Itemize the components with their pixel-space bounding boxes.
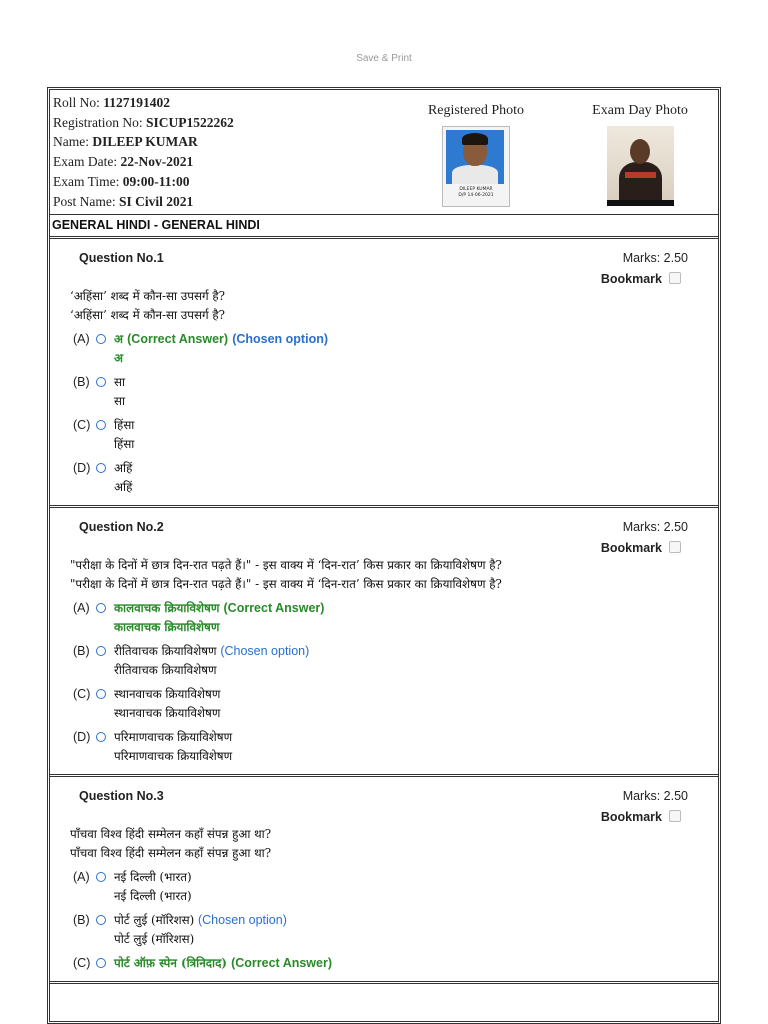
option-line-translation: कालवाचक क्रियाविशेषण <box>114 620 220 634</box>
option-line <box>114 728 232 747</box>
question-number: Question No.3 <box>79 789 164 803</box>
option-radio[interactable] <box>96 958 106 968</box>
answer-option <box>50 954 718 973</box>
option-line-text: सा <box>114 375 126 389</box>
option-letter: (C) <box>73 687 91 701</box>
option-line-translation: पोर्ट लुई (मॉरिशस) <box>114 932 195 946</box>
answer-option <box>50 373 718 411</box>
chosen-option-tag: (Chosen option) <box>197 913 287 927</box>
exam-time-label: Exam Time: <box>53 173 120 189</box>
option-line <box>114 642 309 661</box>
candidate-header <box>50 90 718 215</box>
option-line <box>114 911 287 930</box>
question-text <box>50 556 718 594</box>
option-letter: (D) <box>73 461 91 475</box>
option-line <box>114 416 134 435</box>
question-text-line: "परीक्षा के दिनों में छात्र दिन-रात पढ़ते हैं।" - इस वाक्य में ‘दिन-रात’ किस प्रकार का क्रियाविशेषण है? <box>70 577 502 591</box>
bookmark-label: Bookmark <box>600 541 662 555</box>
registered-photo-label: Registered Photo <box>427 103 525 118</box>
option-line <box>114 685 220 704</box>
option-line-text: रीतिवाचक क्रियाविशेषण <box>114 644 217 658</box>
question-list <box>50 239 718 984</box>
option-line-translation: स्थानवाचक क्रियाविशेषण <box>114 706 221 720</box>
option-line-translation: रीतिवाचक क्रियाविशेषण <box>114 663 217 677</box>
option-line-translation: नई दिल्ली (भारत) <box>114 889 192 903</box>
option-radio[interactable] <box>96 603 106 613</box>
exam-date-value: 22-Nov-2021 <box>120 154 194 170</box>
marks-label: Marks: 2.50 <box>622 251 688 265</box>
answer-option <box>50 685 718 723</box>
option-letter: (B) <box>73 913 90 927</box>
option-radio[interactable] <box>96 689 106 699</box>
chosen-option-tag: (Chosen option) <box>220 644 310 658</box>
response-sheet <box>47 87 721 1024</box>
option-text <box>114 685 220 723</box>
answer-option <box>50 416 718 454</box>
exam-day-photo-label: Exam Day Photo <box>592 103 688 118</box>
post-name-value: SI Civil 2021 <box>119 193 194 209</box>
option-radio[interactable] <box>96 377 106 387</box>
option-line-text: पोर्ट ऑफ़ स्पेन (त्रिनिदाद) <box>114 956 227 970</box>
exam-date-label: Exam Date: <box>53 154 118 170</box>
exam-day-photo <box>607 126 674 206</box>
option-letter: (B) <box>73 644 90 658</box>
name-value: DILEEP KUMAR <box>92 134 198 150</box>
question-text-line: ‘अहिंसा’ शब्द में कौन-सा उपसर्ग है? <box>70 289 225 303</box>
option-text <box>114 599 324 637</box>
roll-no-label: Roll No: <box>53 95 100 110</box>
bookmark-toggle[interactable] <box>601 541 681 555</box>
correct-answer-tag: (Correct Answer) <box>223 601 325 615</box>
option-text <box>114 728 232 766</box>
option-text <box>114 954 332 973</box>
option-line-text: हिंसा <box>114 418 135 432</box>
save-print-link[interactable]: Save & Print <box>356 53 412 64</box>
marks-label: Marks: 2.50 <box>622 520 688 534</box>
option-text <box>114 459 132 497</box>
option-radio[interactable] <box>96 646 106 656</box>
option-line-translation: अहिं <box>114 480 133 494</box>
exam-time-value: 09:00-11:00 <box>122 173 190 189</box>
bookmark-toggle[interactable] <box>601 810 681 824</box>
exam-time-row <box>53 172 234 192</box>
photo-caption-name: DILEEP KUMAR <box>459 187 493 192</box>
option-letter: (A) <box>73 870 90 884</box>
registration-value: SICUP1522262 <box>146 114 234 130</box>
bookmark-checkbox[interactable] <box>669 541 681 553</box>
option-radio[interactable] <box>96 732 106 742</box>
option-line-text: परिमाणवाचक क्रियाविशेषण <box>114 730 233 744</box>
correct-answer-tag: (Correct Answer) <box>127 332 229 346</box>
registered-photo <box>442 126 510 207</box>
option-letter: (A) <box>73 332 90 346</box>
answer-option <box>50 599 718 637</box>
question-text <box>50 825 718 863</box>
question-number: Question No.1 <box>79 251 164 265</box>
answer-option <box>50 459 718 497</box>
photo-caption-date: D/P 14-06-2021 <box>458 193 494 198</box>
option-line-text: नई दिल्ली (भारत) <box>114 870 192 884</box>
roll-no-value: 1127191402 <box>103 95 171 110</box>
option-radio[interactable] <box>96 420 106 430</box>
option-line <box>114 373 125 392</box>
option-line-text: पोर्ट लुई (मॉरिशस) <box>114 913 195 927</box>
question-number: Question No.2 <box>79 520 164 534</box>
option-line <box>114 954 332 973</box>
option-line-text: अहिं <box>114 461 133 475</box>
option-line <box>114 868 192 887</box>
top-bar <box>0 0 768 88</box>
option-text <box>114 416 134 454</box>
exam-day-photo-block <box>580 103 700 206</box>
registration-row <box>53 113 234 133</box>
question-block <box>50 508 718 777</box>
option-text <box>114 373 125 411</box>
bookmark-toggle[interactable] <box>601 272 681 286</box>
option-line-translation: हिंसा <box>114 437 135 451</box>
registered-photo-block <box>416 103 536 207</box>
question-text-line: पाँचवा विश्व हिंदी सम्मेलन कहाँ संपन्न हुआ था? <box>70 827 272 841</box>
chosen-option-tag: (Chosen option) <box>232 332 329 346</box>
answer-option <box>50 911 718 949</box>
post-name-label: Post Name: <box>53 193 116 209</box>
name-label: Name: <box>53 134 89 150</box>
option-line <box>114 330 328 349</box>
candidate-info <box>53 93 234 211</box>
answer-option <box>50 868 718 906</box>
option-line <box>114 459 132 478</box>
option-line-translation: अ <box>114 351 124 365</box>
option-letter: (C) <box>73 956 91 970</box>
option-radio[interactable] <box>96 463 106 473</box>
option-text <box>114 330 328 368</box>
option-letter: (D) <box>73 730 91 744</box>
bookmark-label: Bookmark <box>600 272 662 286</box>
question-text-line: ‘अहिंसा’ शब्द में कौन-सा उपसर्ग है? <box>70 308 225 322</box>
bookmark-label: Bookmark <box>600 810 662 824</box>
option-letter: (A) <box>73 601 90 615</box>
question-text-line: पाँचवा विश्व हिंदी सम्मेलन कहाँ संपन्न हुआ था? <box>70 846 272 860</box>
option-text <box>114 868 192 906</box>
question-text-line: "परीक्षा के दिनों में छात्र दिन-रात पढ़ते हैं।" - इस वाक्य में ‘दिन-रात’ किस प्रकार का क्रियाविशेषण है? <box>70 558 502 572</box>
roll-no-row <box>53 93 234 113</box>
marks-label: Marks: 2.50 <box>622 789 688 803</box>
answer-option <box>50 642 718 680</box>
option-radio[interactable] <box>96 915 106 925</box>
question-block <box>50 777 718 984</box>
option-text <box>114 642 309 680</box>
exam-date-row <box>53 152 234 172</box>
option-text <box>114 911 287 949</box>
option-line-translation: सा <box>114 394 126 408</box>
bookmark-checkbox[interactable] <box>669 810 681 822</box>
bookmark-checkbox[interactable] <box>669 272 681 284</box>
correct-answer-tag: (Correct Answer) <box>231 956 333 970</box>
option-line-text: स्थानवाचक क्रियाविशेषण <box>114 687 221 701</box>
question-text <box>50 287 718 325</box>
option-radio[interactable] <box>96 334 106 344</box>
answer-option <box>50 330 718 368</box>
option-radio[interactable] <box>96 872 106 882</box>
option-line-text: अ <box>114 332 124 346</box>
option-line-translation: परिमाणवाचक क्रियाविशेषण <box>114 749 233 763</box>
photo-caption <box>445 187 507 199</box>
option-letter: (B) <box>73 375 90 389</box>
registration-label: Registration No: <box>53 114 143 130</box>
option-line-text: कालवाचक क्रियाविशेषण <box>114 601 220 615</box>
option-letter: (C) <box>73 418 91 432</box>
answer-option <box>50 728 718 766</box>
question-block <box>50 239 718 508</box>
option-line <box>114 599 324 618</box>
post-name-row <box>53 192 234 212</box>
section-title: GENERAL HINDI - GENERAL HINDI <box>50 215 718 239</box>
name-row <box>53 132 234 152</box>
